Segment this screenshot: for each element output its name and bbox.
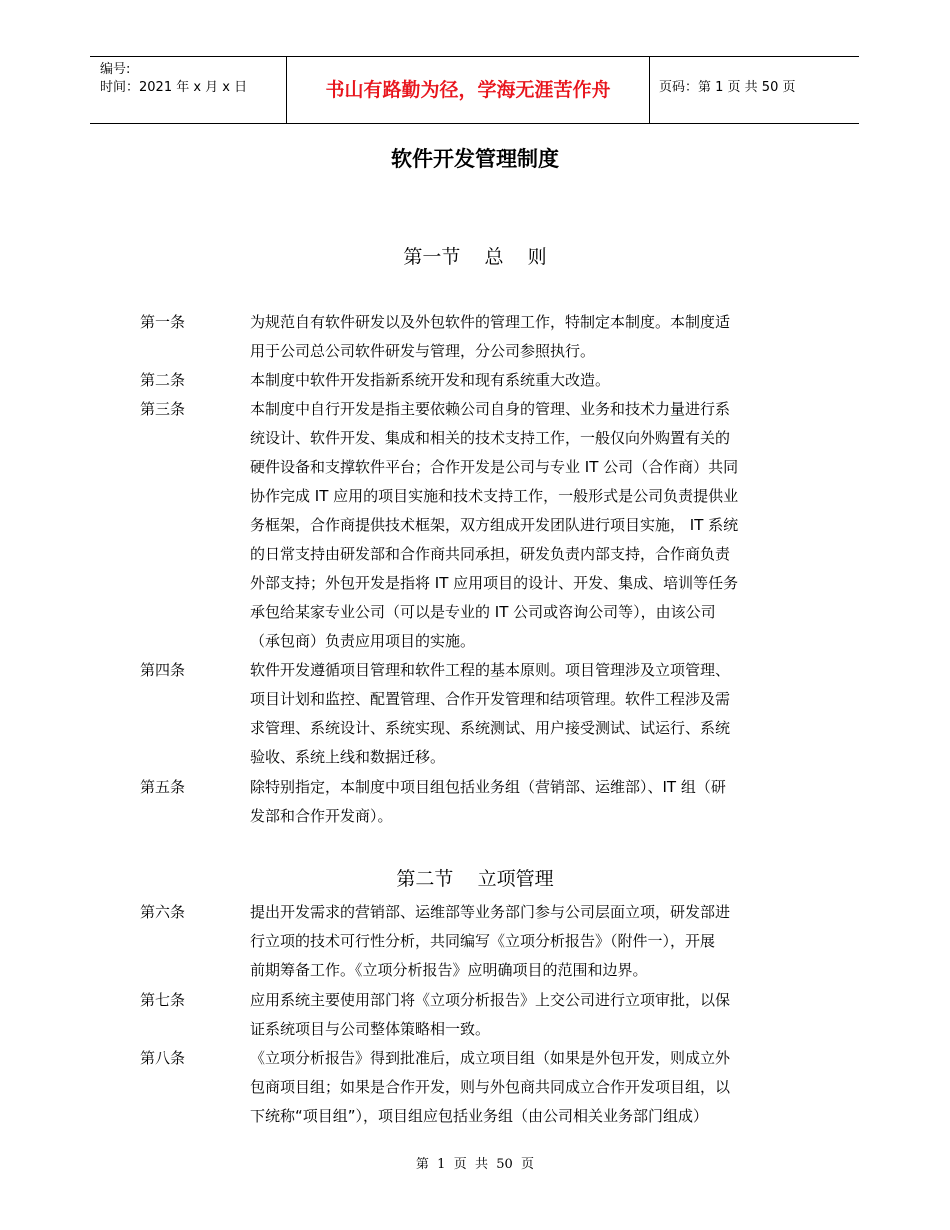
article-line: 发部和合作开发商）。 [250,807,393,825]
article-body [250,366,815,395]
article-line: 行立项的技术可行性分析，共同编写《立项分析报告》（附件一），开展 [250,932,716,950]
article-label: 第七条 [140,991,186,1009]
article-body [250,395,815,656]
article-label: 第二条 [140,371,186,389]
article-line: 除特别指定，本制度中项目组包括业务组（营销部、运维部）、IT 组（研 [250,778,726,796]
article-line: 前期筹备工作。《立项分析报告》应明确项目的范围和边界。 [250,961,648,979]
document-time-label: 时间：2021 年 x 月 x 日 [100,80,248,95]
article-label: 第一条 [140,313,186,331]
article-line: 提出开发需求的营销部、运维部等业务部门参与公司层面立项，研发部进 [250,903,731,921]
article-line: 外部支持；外包开发是指将 IT 应用项目的设计、开发、集成、培训等任务 [250,574,739,592]
article-line: 验收、系统上线和数据迁移。 [250,748,446,766]
article-label: 第五条 [140,778,186,796]
article-line: 下统称“项目组”），项目组应包括业务组（由公司相关业务部门组成） [250,1107,709,1125]
article-label: 第三条 [140,400,186,418]
header-page-cell [649,57,859,123]
article-line: 本制度中自行开发是指主要依赖公司自身的管理、业务和技术力量进行系 [250,400,731,418]
article-body [250,308,815,366]
article-line: 求管理、系统设计、系统实现、系统测试、用户接受测试、试运行、系统 [250,719,731,737]
article-line: 承包给某家专业公司（可以是专业的 IT 公司或咨询公司等），由该公司 [250,603,716,621]
article-line: 用于公司总公司软件研发与管理，分公司参照执行。 [250,342,596,360]
article-line: 统设计、软件开发、集成和相关的技术支持工作，一般仅向外购置有关的 [250,429,731,447]
article-line: 《立项分析报告》得到批准后，成立项目组（如果是外包开发，则成立外 [250,1049,731,1067]
article-line: 包商项目组；如果是合作开发，则与外包商共同成立合作开发项目组，以 [250,1078,731,1096]
article-body [250,656,815,772]
header-page-info: 页码：第 1 页 共 50 页 [659,80,796,95]
header-motto: 书山有路勤为径，学海无涯苦作舟 [325,79,611,101]
article-line: 硬件设备和支撑软件平台；合作开发是公司与专业 IT 公司（合作商）共同 [250,458,739,476]
article-label: 第八条 [140,1049,186,1067]
article-body [250,898,815,985]
document-title: 软件开发管理制度 [391,147,559,171]
article-body [250,1044,815,1131]
article-body [250,773,815,831]
article-line: 证系统项目与公司整体策略相一致。 [250,1020,491,1038]
article-line: 应用系统主要使用部门将《立项分析报告》上交公司进行立项审批，以保 [250,991,731,1009]
section-title-2: 第二节 立项管理 [396,868,554,890]
header-motto-cell [286,57,650,123]
article-line: 为规范自有软件研发以及外包软件的管理工作，特制定本制度。本制度适 [250,313,731,331]
article-line: 协作完成 IT 应用的项目实施和技术支持工作，一般形式是公司负责提供业 [250,487,739,505]
article-line: 项目计划和监控、配置管理、合作开发管理和结项管理。软件工程涉及需 [250,690,731,708]
page-footer: 第 1 页 共 50 页 [415,1157,535,1172]
article-line: 的日常支持由研发部和合作商共同承担，研发负责内部支持，合作商负责 [250,545,731,563]
article-line: 软件开发遵循项目管理和软件工程的基本原则。项目管理涉及立项管理、 [250,661,731,679]
article-line: 务框架，合作商提供技术框架，双方组成开发团队进行项目实施， IT 系统 [250,516,739,534]
article-label: 第四条 [140,661,186,679]
article-label: 第六条 [140,903,186,921]
article-line: 本制度中软件开发指新系统开发和现有系统重大改造。 [250,371,611,389]
article-body [250,986,815,1044]
page-header [90,56,859,124]
article-line: （承包商）负责应用项目的实施。 [250,632,476,650]
document-number-label: 编号: [100,62,131,77]
section-title-1: 第一节 总 则 [403,246,547,268]
header-meta-cell [90,57,286,123]
